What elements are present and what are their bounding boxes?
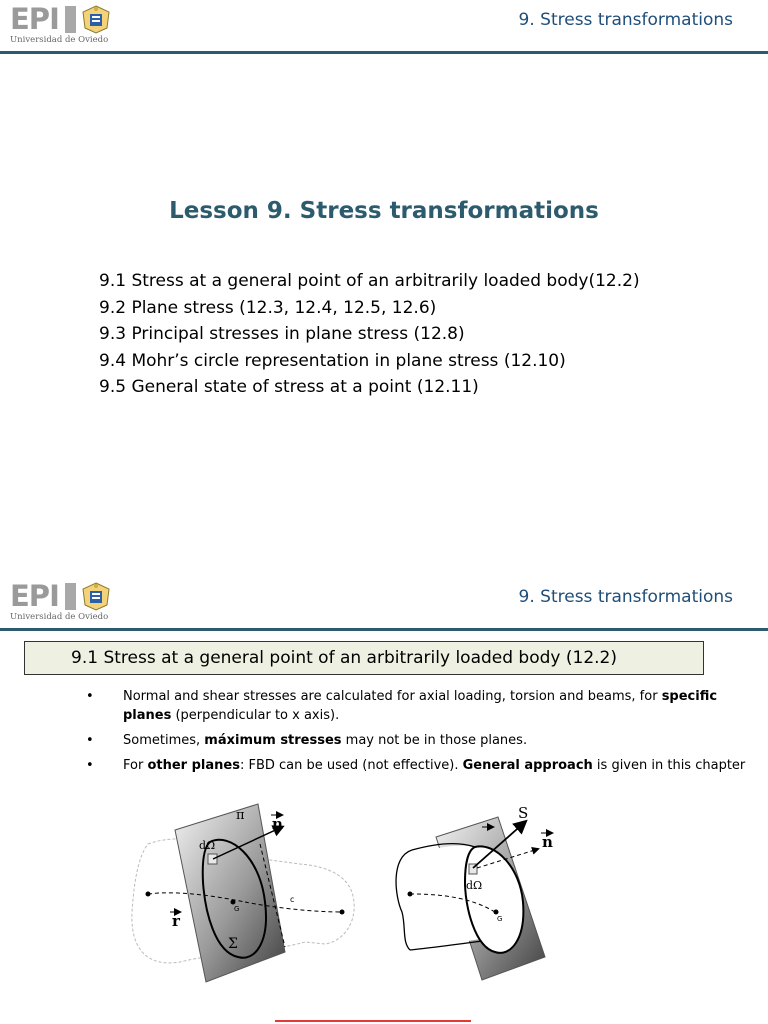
bullet-text: For: [123, 758, 148, 773]
header-divider: [0, 51, 768, 54]
red-underline: [275, 1020, 471, 1022]
bullet-emphasis: specific planes: [123, 689, 718, 723]
label-n: n: [542, 833, 553, 851]
header-title: 9. Stress transformations: [518, 587, 733, 607]
label-r: r: [172, 912, 180, 930]
label-domega: dΩ: [199, 839, 216, 852]
label-c: c: [290, 895, 295, 904]
label-pi: π: [236, 808, 245, 823]
logo-text: EPI: [10, 2, 59, 36]
bullet-emphasis: máximum stresses: [204, 733, 342, 748]
bullet-emphasis: General approach: [462, 758, 593, 773]
axis-point: [146, 892, 151, 897]
centroid-point: [494, 910, 499, 915]
epi-logo: [10, 581, 120, 627]
bullet-item: [84, 731, 754, 750]
bullet-text: may not be in those planes.: [341, 733, 528, 748]
section-title: 9.1 Stress at a general point of an arbitrarily loaded body (12.2): [71, 648, 618, 668]
contents-item: 9.4 Mohr’s circle representation in plane stress (12.10): [99, 350, 566, 371]
centroid-point: [231, 900, 236, 905]
logo-subtitle: Universidad de Oviedo: [10, 612, 109, 622]
bullet-text: Sometimes,: [123, 733, 205, 748]
contents-item: 9.3 Principal stresses in plane stress (12.8): [99, 324, 465, 344]
header-title: 9. Stress transformations: [518, 10, 733, 30]
contents-item: 9.2 Plane stress (12.3, 12.4, 12.5, 12.6): [99, 297, 437, 318]
slide-header: [0, 577, 768, 631]
slide-2: [0, 577, 768, 1024]
crest-icon: [79, 581, 113, 611]
header-divider: [0, 628, 768, 631]
bullet-text: : FBD can be used (not effective).: [239, 758, 463, 773]
logo-tab: [65, 583, 76, 610]
bullet-item: [84, 756, 754, 775]
logo-tab: [65, 6, 76, 33]
section-title-box: [24, 641, 704, 675]
epi-logo: [10, 4, 120, 50]
label-n: n: [272, 815, 283, 833]
label-sigma: Σ: [228, 936, 238, 952]
stress-plane-figure: [120, 802, 600, 1020]
label-g: G: [234, 905, 240, 913]
contents-item: 9.1 Stress at a general point of an arbitrarily loaded body(12.2): [99, 271, 640, 291]
bullet-emphasis: other planes: [147, 758, 240, 773]
bullet-text: (perpendicular to x axis).: [171, 708, 340, 723]
lesson-title: Lesson 9. Stress transformations: [169, 198, 599, 224]
logo-text: EPI: [10, 579, 59, 613]
bullet-item: [84, 687, 754, 725]
logo-subtitle: Universidad de Oviedo: [10, 35, 109, 45]
bullet-list: [84, 687, 754, 781]
contents-item: 9.5 General state of stress at a point (12.11): [99, 377, 479, 397]
label-g: G: [497, 915, 503, 923]
bullet-text: is given in this chapter: [592, 758, 746, 773]
cutting-plane: [175, 804, 285, 982]
label-domega: dΩ: [466, 879, 483, 892]
crest-icon: [79, 4, 113, 34]
axis-point: [340, 910, 345, 915]
right-body-diagram: [396, 804, 553, 980]
bullet-text: Normal and shear stresses are calculated for axial loading, torsion and beams, for: [123, 689, 662, 704]
lesson-contents: [99, 268, 640, 401]
label-s: S: [518, 804, 529, 822]
slide-header: [0, 0, 768, 54]
left-body-diagram: [132, 804, 354, 982]
area-element: [208, 854, 217, 864]
body-outline: [396, 850, 412, 950]
axis-point: [408, 892, 413, 897]
